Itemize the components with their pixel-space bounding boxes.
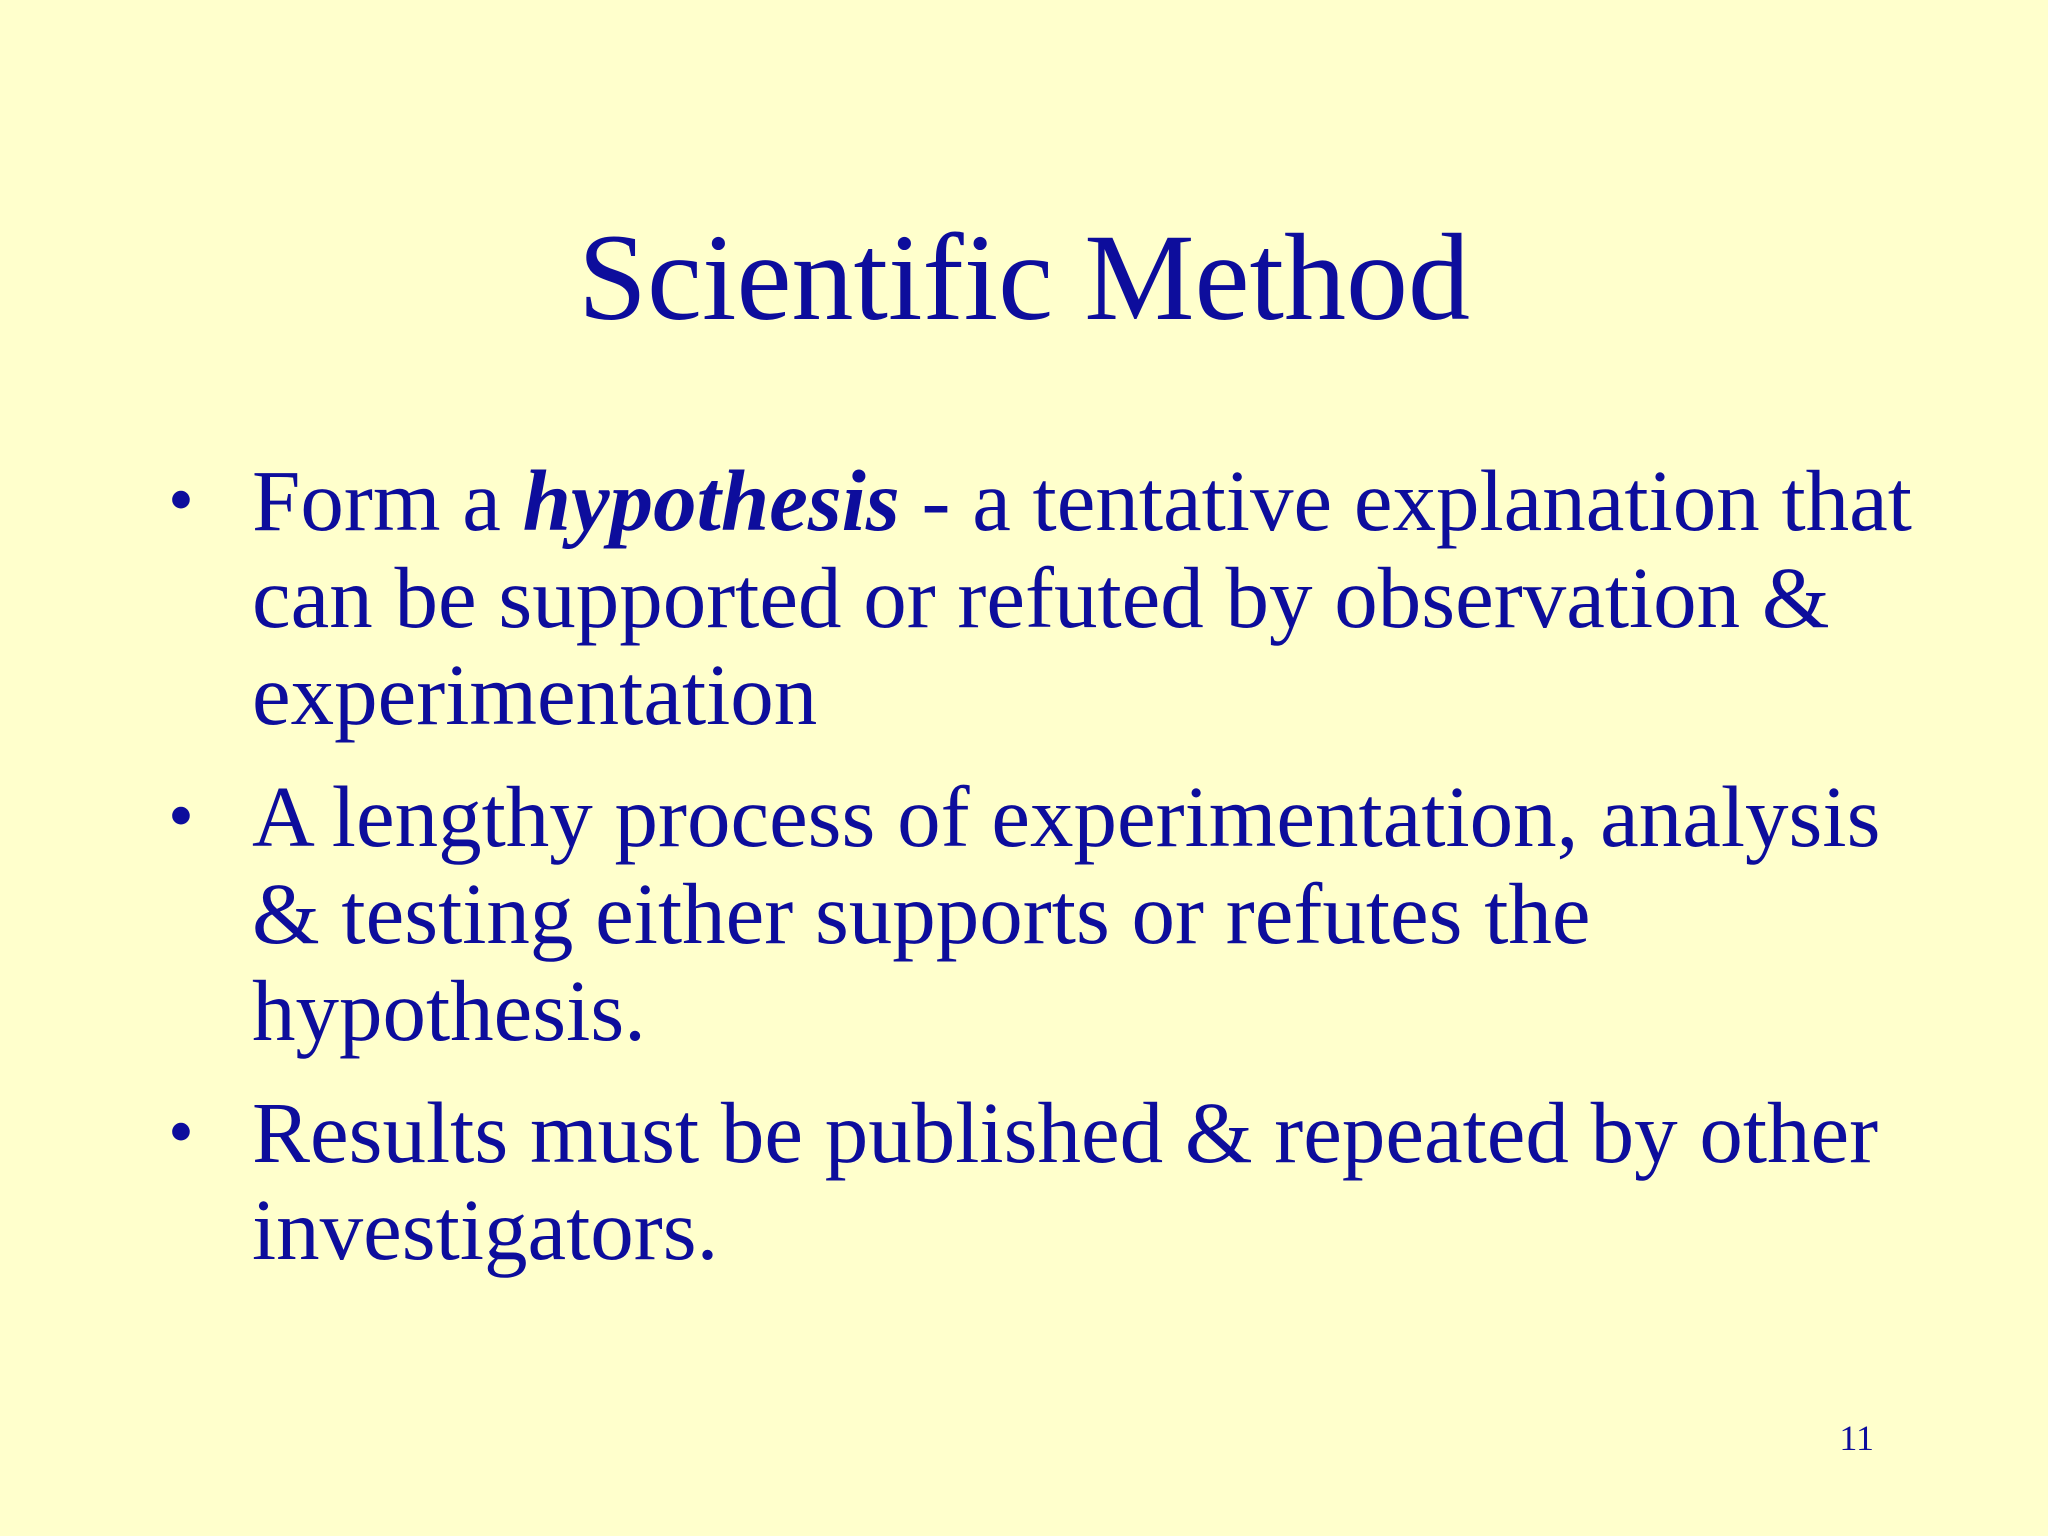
bullet-text: Results must be published & repeated by other investigators. [252, 1084, 1879, 1278]
bullet-icon: • [168, 459, 194, 541]
bullet-text-suffix: - a tentative explanation that can be supported or refuted by observation & experimentation [252, 452, 1912, 743]
page-number: 11 [1839, 1418, 1874, 1458]
bullet-icon: • [168, 1091, 194, 1173]
bullet-item-process [168, 768, 1928, 1059]
bullet-list [168, 452, 1928, 1303]
slide-title: Scientific Method [578, 209, 1470, 346]
bullet-icon: • [168, 775, 194, 857]
bullet-item-hypothesis [168, 452, 1928, 743]
bullet-text-prefix: Form a [252, 452, 523, 549]
bullet-item-results [168, 1084, 1928, 1278]
bullet-text: A lengthy process of experimentation, analysis & testing either supports or refutes the hypothesis. [252, 768, 1881, 1059]
hypothesis-term: hypothesis [522, 452, 900, 549]
